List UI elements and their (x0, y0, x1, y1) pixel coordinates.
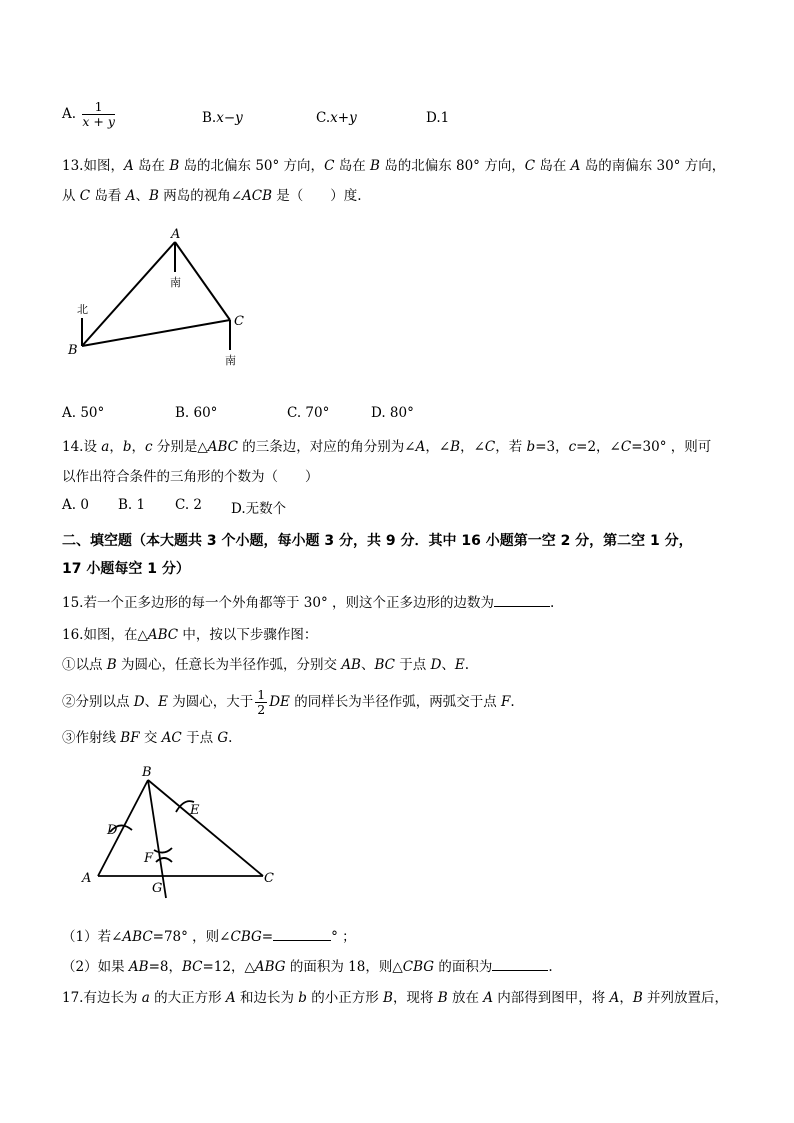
q14-line1 (62, 437, 711, 457)
t: ，若 (495, 439, 527, 455)
t: 并列放置后， (642, 990, 729, 1006)
label-c: C (264, 871, 274, 886)
q12-a-den-text: x + y (82, 114, 115, 129)
t: 17.有边长为 (62, 990, 142, 1006)
section2-heading-line2: 17 小题每空 1 分） (62, 561, 190, 577)
t: 中，按以下步骤作图： (178, 627, 318, 643)
t: . (548, 959, 553, 975)
q14-option-d: D.无数个 (231, 501, 287, 517)
t: A (570, 158, 581, 174)
t: ， (109, 439, 123, 455)
t: B (383, 990, 393, 1006)
label-b: B (142, 765, 152, 780)
t: ABC (147, 627, 179, 643)
label-b: B (68, 343, 78, 358)
t: CBG (230, 929, 262, 945)
segment-bc (82, 320, 230, 346)
t: 的同样长为半径作弧，两弧交于点 (289, 694, 502, 710)
t: E (454, 657, 465, 673)
q16-step1 (62, 655, 469, 675)
q16-half-fraction (255, 688, 267, 717)
q12-option-c (316, 110, 357, 126)
q16-step2 (62, 685, 515, 719)
t: ABC (207, 439, 238, 455)
t: C (484, 439, 496, 455)
t: 于点 (181, 730, 218, 746)
t: 内部得到图甲，将 (493, 990, 610, 1006)
t: 的面积为 18，则△ (285, 959, 403, 975)
t: B (370, 158, 380, 174)
t: A (125, 188, 136, 204)
t: 和边长为 (235, 990, 299, 1006)
label-c: C (234, 314, 244, 329)
label-south-c: 南 (225, 354, 236, 367)
t: c (144, 439, 153, 455)
t: =2，∠ (576, 439, 621, 455)
label-south-a: 南 (170, 276, 181, 289)
t: A (609, 990, 620, 1006)
t: A (483, 990, 493, 1006)
t: 14.设 (62, 439, 102, 455)
q15-text-end: . (549, 595, 555, 611)
q14-option-b: B. 1 (118, 497, 146, 513)
q13-option-a: A. 50° (62, 405, 105, 421)
segment-ab (98, 780, 148, 876)
t: BC (181, 959, 203, 975)
t: CBG (402, 959, 435, 975)
segment-ba (82, 242, 175, 346)
q12-a-fraction (82, 100, 115, 129)
t: b (298, 990, 307, 1006)
t: 从 (62, 188, 80, 204)
t: BF (120, 730, 140, 746)
t: ACB (242, 188, 273, 204)
t: . (510, 694, 515, 710)
t: a (141, 990, 150, 1006)
t: A (123, 158, 134, 174)
t: 是（ ）度. (272, 188, 362, 204)
t: B (632, 990, 643, 1006)
t: 岛的北偏东 80° 方向， (379, 158, 525, 174)
t: D (133, 694, 145, 710)
q12-d-label: D.1 (426, 110, 450, 126)
q12-option-d (426, 110, 449, 126)
q16-figure (80, 762, 280, 902)
t: 为圆心，任意长为半径作弧，分别交 (116, 657, 342, 673)
t: 于点 (395, 657, 431, 673)
t: C (620, 439, 632, 455)
label-a: A (171, 227, 181, 242)
t: 分别是△ (152, 439, 208, 455)
t: （2）如果 (62, 959, 129, 975)
q16-sub1-answer-blank[interactable] (273, 926, 331, 941)
t: 的小正方形 (306, 990, 384, 1006)
t: b (122, 439, 132, 455)
q15-answer-blank[interactable] (494, 592, 550, 607)
t: 两岛的视角∠ (158, 188, 243, 204)
q12-a-prefix: A. (62, 106, 77, 122)
q17-line (62, 988, 728, 1008)
t: E (158, 694, 168, 710)
frac-den: 2 (257, 702, 266, 717)
t: ABC (122, 929, 153, 945)
t: ， (619, 990, 633, 1006)
q13-line1 (62, 156, 725, 176)
t: 岛看 (90, 188, 126, 204)
t: G (217, 730, 229, 746)
t: A (415, 439, 426, 455)
t: . (228, 730, 233, 746)
t: ①以点 (62, 657, 107, 673)
label-g: G (152, 881, 163, 896)
t: b (526, 439, 536, 455)
q15-text (62, 592, 554, 613)
label-f: F (144, 851, 154, 866)
t: B (106, 657, 117, 673)
t: 岛的北偏东 50° 方向， (179, 158, 325, 174)
q12-b-expr: x−y (216, 110, 243, 126)
t: a (101, 439, 110, 455)
t: ，∠ (460, 439, 485, 455)
t: D (430, 657, 442, 673)
t: ③作射线 (62, 730, 121, 746)
t: C (524, 158, 536, 174)
q14-option-c: C. 2 (175, 497, 203, 513)
t: 的三条边，对应的角分别为∠ (237, 439, 416, 455)
segment-bc (148, 780, 263, 876)
t: AB (341, 657, 361, 673)
t: ABG (254, 959, 286, 975)
t: 岛在 (334, 158, 370, 174)
t: 岛在 (535, 158, 571, 174)
t: B (450, 439, 461, 455)
q13-option-c: C. 70° (287, 405, 330, 421)
segment-ac (175, 242, 230, 320)
t: ②分别以点 (62, 694, 134, 710)
arc-f-1 (154, 848, 172, 853)
t: ° ； (331, 929, 356, 945)
frac-num: 1 (257, 687, 266, 702)
t: =30° ，则可 (631, 439, 712, 455)
t: c (568, 439, 577, 455)
t: 放在 (447, 990, 484, 1006)
q16-sub1 (62, 926, 356, 947)
t: C (324, 158, 335, 174)
t: 13.如图， (62, 158, 124, 174)
t: 、 (441, 657, 455, 673)
t: ， (131, 439, 145, 455)
t: 的大正方形 (149, 990, 226, 1006)
t: =12，△ (202, 959, 255, 975)
q16-sub2 (62, 956, 553, 977)
q16-step3 (62, 728, 232, 748)
q12-option-b (202, 110, 243, 126)
t: =78° ，则∠ (152, 929, 231, 945)
t: AC (161, 730, 182, 746)
q13-option-d: D. 80° (371, 405, 414, 421)
q15-text-body: 15.若一个正多边形的每一个外角都等于 30° ，则这个正多边形的边数为 (62, 595, 494, 611)
t: F (501, 694, 511, 710)
t: B (437, 990, 448, 1006)
q14-option-a: A. 0 (62, 497, 89, 513)
q12-c-expr: x+y (330, 110, 357, 126)
t: 岛在 (133, 158, 170, 174)
t: AB (128, 959, 149, 975)
t: 、 (360, 657, 375, 673)
t: 、 (144, 694, 159, 710)
t: = (261, 929, 274, 945)
q12-option-a (62, 100, 117, 129)
q13-option-b: B. 60° (175, 405, 218, 421)
q12-a-den (82, 115, 115, 129)
t: 16.如图，在△ (62, 627, 148, 643)
t: =3， (535, 439, 569, 455)
q12-b-label: B. (202, 110, 217, 126)
t: 的面积为 (434, 959, 493, 975)
t: A (225, 990, 236, 1006)
t: B (169, 158, 180, 174)
q14-line2: 以作出符合条件的三角形的个数为（ ） (62, 469, 319, 485)
q12-a-num: 1 (82, 100, 115, 115)
q16-intro (62, 625, 317, 645)
t: 为圆心，大于 (167, 694, 254, 710)
t: BC (374, 657, 395, 673)
q16-sub2-answer-blank[interactable] (492, 956, 548, 971)
q12-c-label: C. (316, 110, 331, 126)
label-e: E (190, 803, 200, 818)
t: C (79, 188, 91, 204)
t: 交 (139, 730, 162, 746)
t: . (464, 657, 470, 673)
q13-line2 (62, 186, 362, 206)
label-north: 北 (77, 303, 88, 316)
t: 、 (135, 188, 149, 204)
t: B (148, 188, 159, 204)
section2-heading-line1: 二、填空题（本大题共 3 个小题，每小题 3 分，共 9 分．其中 16 小题第一空 2 分，第二空 1 分， (62, 533, 693, 549)
t: 岛的南偏东 30° 方向， (580, 158, 726, 174)
t: ，∠ (425, 439, 451, 455)
t: ，现将 (392, 990, 438, 1006)
label-d: D (107, 823, 118, 838)
t: DE (269, 694, 290, 710)
t: =8， (148, 959, 182, 975)
q13-figure (62, 222, 262, 372)
arc-f-2 (156, 858, 172, 862)
label-a: A (82, 871, 92, 886)
t: （1）若∠ (62, 929, 123, 945)
